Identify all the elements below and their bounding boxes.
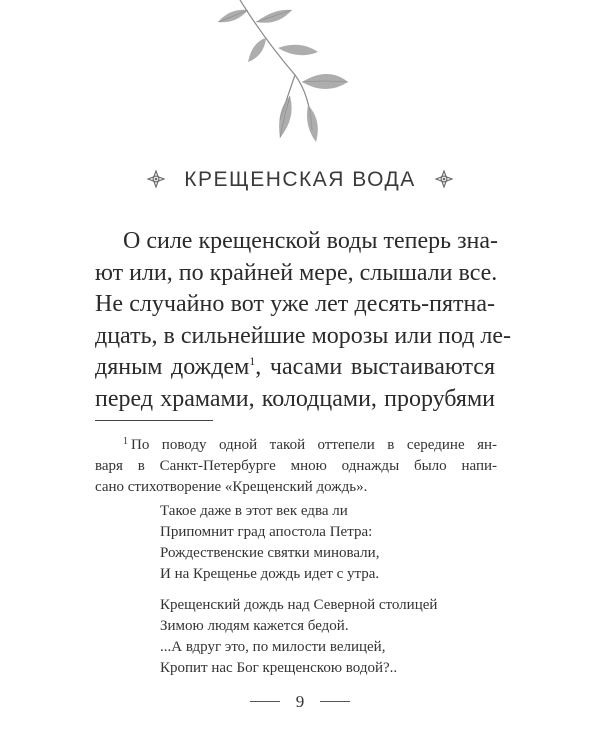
- poem-line: Кропит нас Бог крещенскою водой?..: [160, 660, 398, 676]
- poem-line: ...А вдруг это, по милости велицей,: [160, 639, 386, 655]
- chapter-title: КРЕЩЕНСКАЯ ВОДА: [184, 168, 416, 191]
- body-line: перед храмами, колодцами, прорубями: [95, 385, 495, 412]
- body-line: О силе крещенской воды теперь зна-: [123, 228, 499, 254]
- footnote-line-text: По поводу одной такой оттепели в середине ян-: [131, 437, 497, 453]
- footnote-divider: [95, 420, 213, 421]
- poem-line: Зимою людям кажется бедой.: [160, 618, 349, 634]
- body-line: ют или, по крайней мере, слышали все.: [95, 259, 498, 286]
- body-line: дцать, в сильнейшие морозы или под ле-: [95, 322, 512, 349]
- page-number-dash: [250, 701, 280, 702]
- poem-stanza: [160, 501, 500, 585]
- ornament-icon: [145, 168, 167, 190]
- footnote: [95, 431, 497, 498]
- poem-line: Рождественские святки миновали,: [160, 545, 380, 561]
- poem-stanza: [160, 595, 500, 679]
- body-line-part: , часами выстаиваются: [255, 354, 496, 380]
- page-number-value: 9: [295, 692, 305, 711]
- ornament-icon: [433, 168, 455, 190]
- footnote-number: 1: [123, 436, 128, 447]
- body-line-with-footnote: [95, 352, 495, 384]
- poem-line: Крещенский дождь над Северной столицей: [160, 597, 438, 613]
- footnote-line: варя в Санкт-Петербурге мною однажды было напи-: [95, 458, 497, 474]
- leaf-branch-icon: [200, 0, 370, 150]
- footnote-line: [95, 431, 497, 456]
- footnote-reference[interactable]: 1: [249, 354, 256, 368]
- poem-line: И на Крещенье дождь идет с утра.: [160, 566, 380, 582]
- body-line: Не случайно вот уже лет десять-пятна-: [95, 291, 495, 317]
- chapter-heading: [0, 168, 600, 192]
- body-paragraph: [95, 226, 512, 415]
- poem-line: Припомнит град апостола Петра:: [160, 524, 373, 540]
- poem-line: Такое даже в этот век едва ли: [160, 503, 348, 519]
- page-number-dash: [320, 701, 350, 702]
- footnote-line: сано стихотворение «Крещенский дождь».: [95, 479, 368, 495]
- body-line-part: дяным дождем: [95, 354, 250, 380]
- page-number: [0, 692, 600, 712]
